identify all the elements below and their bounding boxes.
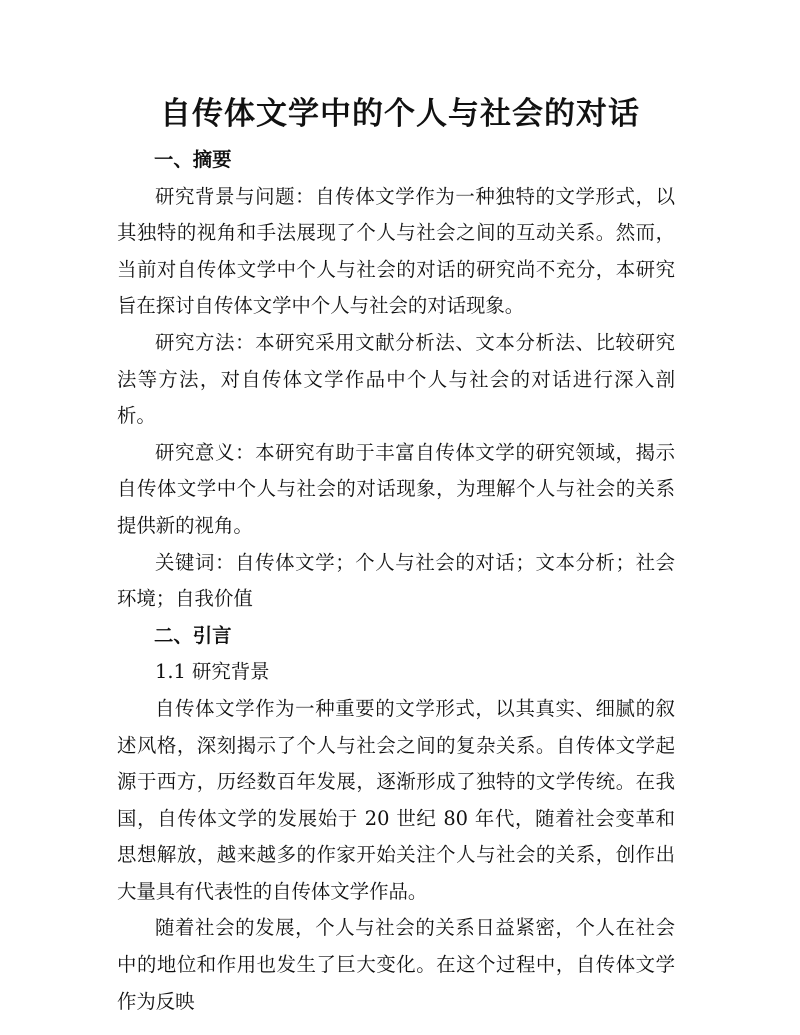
abstract-heading: 一、摘要 [154, 148, 232, 171]
abstract-background-paragraph: 研究背景与问题：自传体文学作为一种独特的文学形式，以其独特的视角和手法展现了个人与社会之间的互动关系。然而，当前对自传体文学中个人与社会的对话的研究尚不充分，本研究旨在探讨自传体文学中个人与社会的对话现象。 [117, 184, 675, 318]
document-body [117, 142, 675, 1020]
introduction-paragraph-1: 自传体文学作为一种重要的文学形式，以其真实、细腻的叙述风格，深刻揭示了个人与社会之间的复杂关系。自传体文学起源于西方，历经数百年发展，逐渐形成了独特的文学传统。在我国，自传体文学的发展始于 20 世纪 80 年代，随着社会变革和思想解放，越来越多的作家开始关注个人与社会的关系，创作出大量具有代表性的自传体文学作品。 [117, 696, 675, 903]
page-title: 自传体文学中的个人与社会的对话 [160, 96, 640, 132]
introduction-paragraph-2: 随着社会的发展，个人与社会的关系日益紧密，个人在社会中的地位和作用也发生了巨大变化。在这个过程中，自传体文学作为反映 [117, 916, 675, 1013]
research-background-subheading: 1.1 研究背景 [155, 660, 270, 684]
abstract-methods-paragraph: 研究方法：本研究采用文献分析法、文本分析法、比较研究法等方法，对自传体文学作品中个人与社会的对话进行深入剖析。 [117, 330, 675, 428]
introduction-heading: 二、引言 [154, 623, 232, 647]
abstract-significance-paragraph: 研究意义：本研究有助于丰富自传体文学的研究领域，揭示自传体文学中个人与社会的对话现象，为理解个人与社会的关系提供新的视角。 [117, 440, 675, 537]
keywords-paragraph: 关键词：自传体文学；个人与社会的对话；文本分析；社会环境；自我价值 [117, 550, 675, 611]
